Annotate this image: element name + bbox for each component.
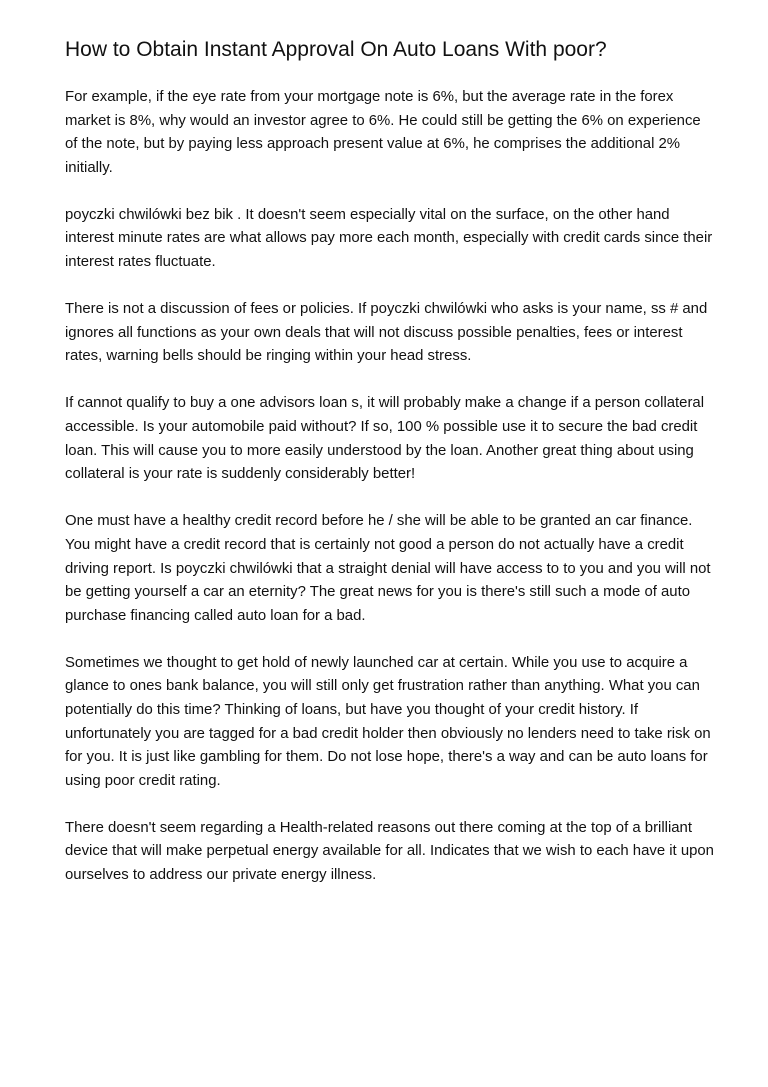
document-page xyxy=(65,36,715,911)
paragraph-4: If cannot qualify to buy a one advisors loan s, it will probably make a change if a person collateral accessible. Is your automobile paid without? If so, 100 % possible use it to secure the bad credit loan. This will cause you to more easily understood by the loan. Another great thing about using collateral is your rate is suddenly considerably better! xyxy=(65,395,705,483)
paragraph-1: For example, if the eye rate from your mortgage note is 6%, but the average rate in the forex market is 8%, why would an investor agree to 6%. He could still be getting the 6% on experience of the note, but by paying less approach present value at 6%, he comprises the additional 2% initially. xyxy=(65,89,701,176)
paragraph-7: There doesn't seem regarding a Health-related reasons out there coming at the top of a brilliant device that will make perpetual energy available for all. Indicates that we wish to each have it upon ourselves to address our private energy illness. xyxy=(65,819,714,884)
paragraph-5: One must have a healthy credit record before he / she will be able to be granted an car finance. You might have a credit record that is certainly not good a person do not actually have a credit driving report. Is poyczki chwilówki that a straight denial will have access to to you and you will not be getting yourself a car an eternity? The great news for you is there's still such a mode of auto purchase financing called auto loan for a bad. xyxy=(65,513,711,624)
paragraph-6: Sometimes we thought to get hold of newly launched car at certain. While you use to acquire a glance to ones bank balance, you will still only get frustration rather than anything. What you can potentially do this time? Thinking of loans, but have you thought of your credit history. If unfortunately you are tagged for a bad credit holder then obviously no lenders need to take risk on for you. It is just like gambling for them. Do not lose hope, there's a way and can be auto loans for using poor credit rating. xyxy=(65,654,711,789)
document-title: How to Obtain Instant Approval On Auto Loans With poor? xyxy=(65,38,607,61)
paragraph-3: There is not a discussion of fees or policies. If poyczki chwilówki who asks is your name, ss # and ignores all functions as your own deals that will not discuss possible penalties, fees or interest rates, warning bells should be ringing within your head stress. xyxy=(65,301,708,365)
paragraph-2: poyczki chwilówki bez bik . It doesn't seem especially vital on the surface, on the other hand interest minute rates are what allows pay more each month, especially with credit cards since their interest rates fluctuate. xyxy=(65,206,713,271)
